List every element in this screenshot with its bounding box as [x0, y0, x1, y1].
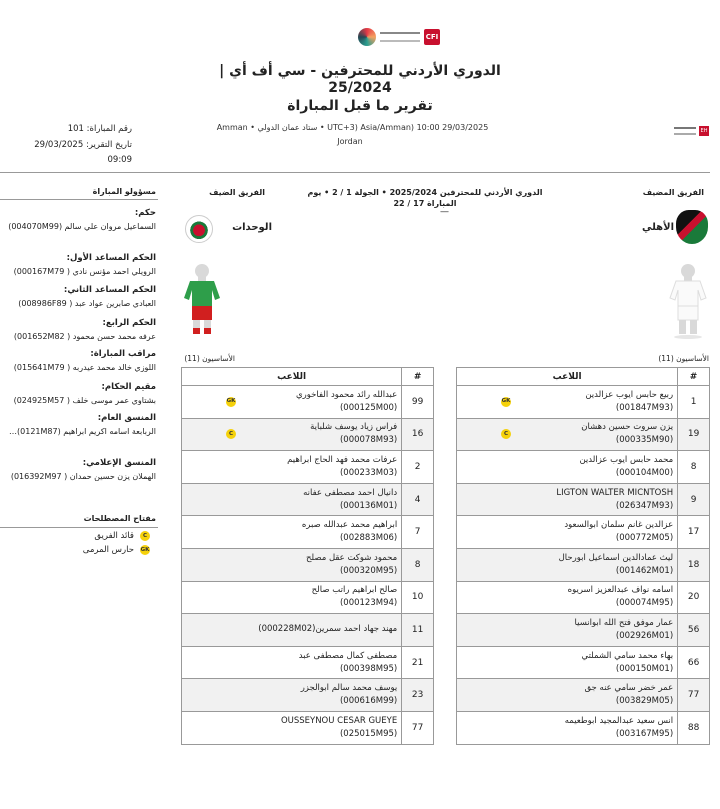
table-row: [457, 516, 710, 549]
player-cell: [182, 711, 402, 744]
legend-label: قائد الفريق: [94, 531, 134, 541]
table-row: [182, 516, 434, 549]
player-number: 77: [402, 711, 434, 744]
player-id: (003829M05): [615, 696, 674, 707]
header-divider: [0, 172, 710, 173]
table-row: [457, 548, 710, 581]
official-role: مقيم الحكام:: [101, 382, 156, 392]
player-number: 2: [402, 451, 434, 484]
legend-label: حارس المرمى: [82, 545, 134, 555]
player-number: 7: [402, 516, 434, 549]
player-name: عبدالله رائد محمود الفاخوري: [296, 389, 398, 400]
player-name: فراس زياد يوسف شلباية: [310, 422, 398, 433]
table-header-row: [457, 368, 710, 386]
away-team-name: الوحدات: [232, 222, 272, 233]
table-row: [457, 646, 710, 679]
player-cell: [457, 581, 678, 614]
table-row: [457, 679, 710, 712]
player-cell: [457, 418, 678, 451]
player-number: 18: [678, 548, 710, 581]
player-name: محمد حابس ايوب عزالدين: [579, 454, 674, 465]
player-name: عمر خضر سامي عنه جق: [584, 683, 674, 694]
round-info: الدوري الأردني للمحترفين 2025/2024 • الجولة 1 / 2 • يوم المباراة 17 / 22: [307, 188, 543, 208]
federation-wordmark: [674, 127, 696, 135]
player-cell: [182, 679, 402, 712]
away-lineup-label: الأساسيون (11): [184, 354, 235, 363]
player-id: (000150M01): [615, 663, 674, 674]
table-row: [457, 418, 710, 451]
away-team-crest: [185, 215, 213, 243]
player-id: (000104M00): [615, 467, 674, 478]
player-number: 1: [678, 386, 710, 419]
official-name: الهملان يزن حسين حمدان ( 016392M97): [10, 472, 156, 481]
player-name: عزالدين غانم سلمان ابوالسعود: [564, 520, 674, 531]
player-name: ليث عمادالدين اسماعيل ابورحال: [558, 552, 674, 563]
player-cell: [182, 614, 402, 647]
player-number: 23: [402, 679, 434, 712]
player-name: دانيال احمد مصطفى عفانه: [303, 487, 398, 498]
table-row: [182, 679, 434, 712]
player-id: (000136M01): [339, 500, 398, 511]
player-cell: [182, 386, 402, 419]
table-row: [182, 614, 434, 647]
player-name: LIGTON WALTER MICNTOSH: [556, 487, 674, 498]
league-logo: [358, 27, 444, 47]
player-id: (000320M95): [339, 565, 398, 576]
player-id: (000772M05): [615, 533, 674, 544]
player-number: 9: [678, 483, 710, 516]
table-row: [457, 711, 710, 744]
player-id: (000335M90): [615, 435, 674, 446]
player-cell: [457, 516, 678, 549]
player-number: 66: [678, 646, 710, 679]
player-name: اسامه نواف عبدالعزيز اسريوه: [567, 585, 674, 596]
player-number: 77: [678, 679, 710, 712]
player-cell: [182, 581, 402, 614]
venue-country: Jordan: [337, 137, 363, 146]
player-id: (003167M95): [615, 728, 674, 739]
legend-divider: [0, 527, 158, 528]
player-name: عمار موفق فتح الله ابوانسيا: [574, 617, 674, 628]
player-number: 19: [678, 418, 710, 451]
player-id: (001847M93): [615, 402, 674, 413]
report-title: الدوري الأردني للمحترفين - سي أف أي |: [219, 63, 501, 79]
number-column-header: #: [678, 368, 710, 386]
official-role: الحكم الرابع:: [102, 318, 156, 328]
table-row: [182, 451, 434, 484]
player-cell: [182, 451, 402, 484]
player-number: 10: [402, 581, 434, 614]
score-separator: —: [440, 207, 449, 217]
player-id: (000125M00): [339, 402, 398, 413]
player-number: 8: [678, 451, 710, 484]
table-row: [457, 614, 710, 647]
home-kit-icon: [668, 262, 708, 340]
player-cell: [457, 646, 678, 679]
player-cell: [182, 483, 402, 516]
report-subtitle: تقرير ما قبل المباراة: [287, 98, 433, 114]
home-lineup-table: [456, 367, 710, 745]
player-number: 4: [402, 483, 434, 516]
player-number: 99: [402, 386, 434, 419]
player-name: بهاء محمد سامي الشملتي: [581, 650, 674, 661]
official-name: العبادي صابرين عواد عبد ( 008986F89): [18, 299, 156, 308]
season-title: 25/2024: [328, 80, 392, 96]
player-id: (000078M93): [339, 435, 398, 446]
official-role: مراقب المباراة:: [90, 349, 156, 359]
match-number: رقم المباراة: 101: [67, 124, 132, 134]
captain-badge-icon: C: [140, 531, 150, 541]
captain-badge-icon: C: [226, 429, 236, 439]
legend-captain: [40, 531, 150, 541]
player-number: 11: [402, 614, 434, 647]
player-name: OUSSEYNOU CESAR GUEYE: [280, 715, 398, 726]
player-id: (000074M95): [615, 598, 674, 609]
report-time: 09:09: [107, 155, 132, 165]
official-role: حكم:: [134, 208, 156, 218]
table-row: [182, 386, 434, 419]
table-row: [182, 646, 434, 679]
player-column-header: اللاعب: [457, 368, 678, 386]
table-row: [182, 418, 434, 451]
player-name: يزن سروت حسين دهشان: [581, 422, 674, 433]
cfi-logo: CFI: [424, 29, 440, 45]
table-row: [182, 483, 434, 516]
player-id: (002883M06): [339, 533, 398, 544]
player-id: (001462M01): [615, 565, 674, 576]
official-role: المنسق العام:: [97, 413, 156, 423]
player-cell: [457, 711, 678, 744]
away-team-label: الفريق الضيف: [209, 188, 265, 197]
player-cell: [457, 386, 678, 419]
player-name: مهند جهاد احمد سمرين(000228M02): [258, 624, 398, 635]
official-name: السماعيل مروان علي سالم (004070M99): [8, 222, 156, 231]
player-id: (000233M03): [339, 467, 398, 478]
table-row: [457, 483, 710, 516]
player-number: 16: [402, 418, 434, 451]
player-number: 17: [678, 516, 710, 549]
home-lineup-label: الأساسيون (11): [658, 354, 709, 363]
table-row: [182, 581, 434, 614]
venue-datetime: Amman • ستاد عمان الدولي • UTC+3) Asia/Amman) 10:00 29/03/2025: [216, 123, 489, 132]
player-cell: [182, 646, 402, 679]
captain-badge-icon: C: [501, 429, 511, 439]
report-date: تاريخ التقرير: 29/03/2025: [34, 140, 132, 150]
official-name: اللوزي خالد محمد عيدربه ( 015641M79): [13, 363, 156, 372]
player-id: (000123M94): [339, 598, 398, 609]
player-id: (002926M01): [615, 630, 674, 641]
table-header-row: [182, 368, 434, 386]
official-name: بشتاوي عمر موسى خلف ( 024925M57): [13, 396, 156, 405]
table-row: [457, 581, 710, 614]
player-name: صالح ابراهيم راتب صالح: [311, 585, 398, 596]
player-name: عرفات محمد فهد الحاج ابراهيم: [287, 454, 398, 465]
table-row: [182, 548, 434, 581]
player-id: (000398M95): [339, 663, 398, 674]
away-kit-icon: [182, 262, 222, 340]
player-number: 88: [678, 711, 710, 744]
player-name: محمود شوكت عقل مصلح: [306, 552, 398, 563]
player-name: ابراهيم محمد عبدالله صبره: [301, 520, 398, 531]
goalkeeper-badge-icon: GK: [140, 547, 150, 553]
player-cell: [457, 679, 678, 712]
table-row: [457, 451, 710, 484]
official-name: الربابعة اسامه اكريم ابراهيم (0121M87)…: [9, 427, 156, 436]
player-cell: [457, 483, 678, 516]
player-number: 21: [402, 646, 434, 679]
home-team-crest: [676, 210, 708, 244]
player-id: (026347M93): [615, 500, 674, 511]
player-name: مصطفى كمال مصطفى عبد: [298, 650, 398, 661]
table-row: [457, 386, 710, 419]
number-column-header: #: [402, 368, 434, 386]
official-name: الرويلي احمد مؤنس نادي ( 000167M79): [13, 267, 156, 276]
swirl-logo-icon: [358, 28, 376, 46]
home-team-name: الأهلي: [641, 222, 674, 233]
officials-title: مسؤولو المباراة: [92, 187, 156, 196]
player-cell: [457, 614, 678, 647]
goalkeeper-badge-icon: GK: [226, 397, 236, 407]
legend-goalkeeper: [40, 545, 150, 555]
player-name: ربيع حابس ايوب عزالدين: [585, 389, 674, 400]
player-number: 20: [678, 581, 710, 614]
federation-mark-icon: EH: [700, 128, 708, 134]
table-row: [182, 711, 434, 744]
player-number: 56: [678, 614, 710, 647]
player-cell: [182, 516, 402, 549]
away-lineup-table: [181, 367, 434, 745]
player-cell: [457, 451, 678, 484]
home-team-label: الفريق المضيف: [642, 188, 704, 197]
federation-logo: [655, 125, 709, 137]
official-role: المنسق الإعلامي:: [82, 458, 156, 468]
player-cell: [182, 418, 402, 451]
legend-title: مفتاح المصطلحات: [83, 514, 156, 523]
official-name: عرفه محمد حسن محمود ( 001652M82): [13, 332, 156, 341]
player-cell: [182, 548, 402, 581]
officials-divider: [0, 199, 158, 200]
player-id: (025015M95): [339, 728, 398, 739]
player-name: انس سعيد عبدالمجيد ابوطعيمه: [564, 715, 674, 726]
player-name: يوسف محمد سالم ابوالجزر: [300, 683, 398, 694]
player-cell: [457, 548, 678, 581]
player-column-header: اللاعب: [182, 368, 402, 386]
player-id: (000616M99): [339, 696, 398, 707]
player-number: 8: [402, 548, 434, 581]
official-role: الحكم المساعد الأول:: [66, 253, 156, 263]
goalkeeper-badge-icon: GK: [501, 397, 511, 407]
official-role: الحكم المساعد الثاني:: [63, 285, 156, 295]
logo-wordmark: [380, 32, 420, 42]
